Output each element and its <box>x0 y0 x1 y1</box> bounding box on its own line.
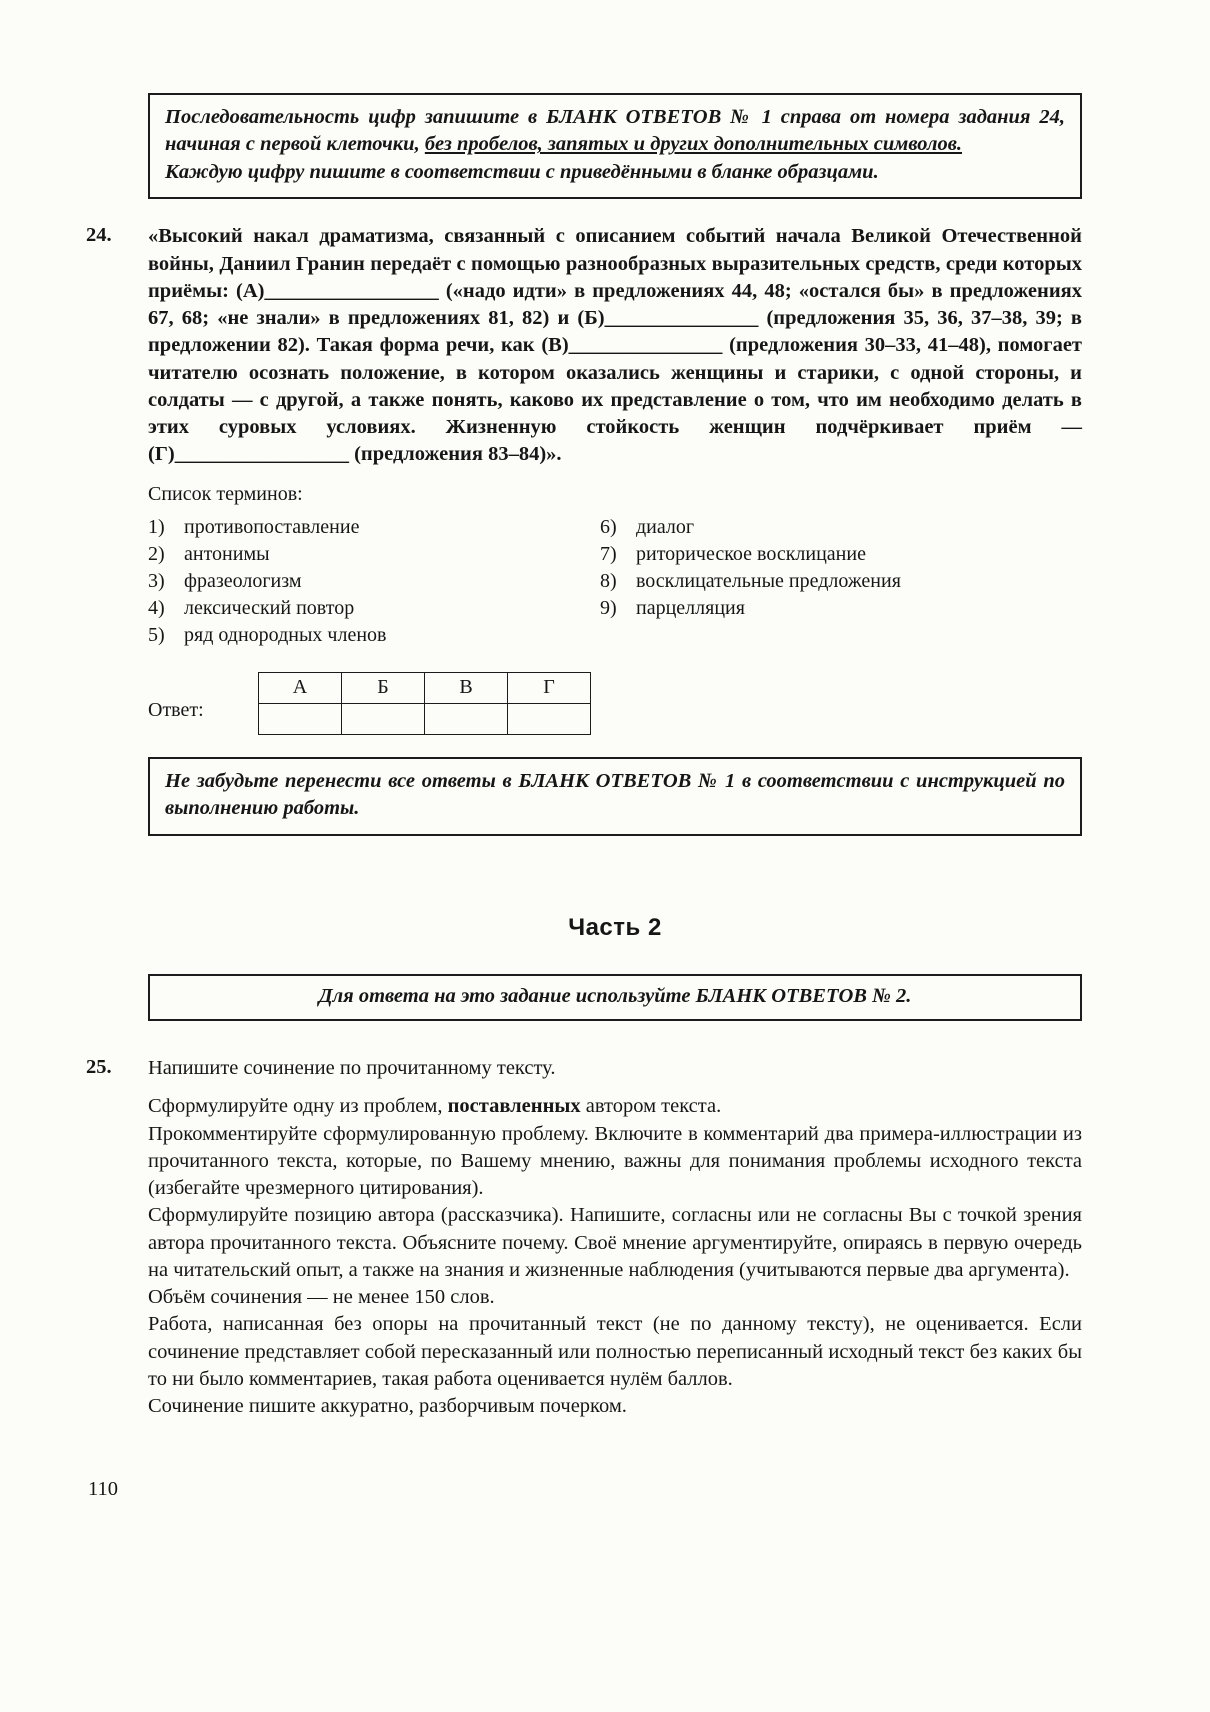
task-25 <box>86 1055 1082 1420</box>
term-item <box>148 514 600 541</box>
terms-column-right <box>600 514 1080 650</box>
answer-grid-input-row <box>259 703 591 734</box>
term-number: 8) <box>600 570 617 593</box>
task-25-number: 25. <box>86 1056 112 1078</box>
instruction-text-line2: Каждую цифру пишите в соответствии с приведёнными в бланке образцами. <box>165 160 879 183</box>
task-24 <box>86 223 1082 734</box>
answer-cell-b <box>342 703 425 734</box>
task-25-paragraph-3: Прокомментируйте сформулированную проблему. Включите в комментарий два примера-иллюстрации из прочитанного текста, которые, по Вашему мнению, важны для понимания проблемы исходного текста (избегайте чрезмерного цитирования). <box>148 1122 1082 1199</box>
answer-section <box>148 672 1082 735</box>
term-number: 1) <box>148 515 165 538</box>
instruction-box-answer-sheet <box>148 93 1082 199</box>
page-number: 110 <box>88 1478 118 1500</box>
terms-list-title: Список терминов: <box>148 482 303 505</box>
task-25-p2-bold: поставленных <box>447 1095 581 1118</box>
term-label: парцелляция <box>636 597 745 620</box>
task-24-text: «Высокий накал драматизма, связанный с описанием событий начала Великой Отечественной войны, Даниил Гранин передаёт с помощью разнообразных выразительных средств, среди которых приёмы: (А)_________________ («надо идти» в предложениях 44, 48; «остался бы» в предложениях 67, 68; «не знали» в предложениях 81, 82) и (Б)_______________ (предложения 35, 36, 37–38, 39; в предложении 82). Такая форма речи, как (В)_______________ (предложения 30–33, 41–48), помогает читателю осознать положение, в котором оказались женщины и старики, с одной стороны, и солдаты — с другой, а также понять, каково их представление о том, что им необходимо делать в этих суровых условиях. Жизненную стойкость женщин подчёркивает приём — (Г)_________________ (предложения 83–84)». <box>148 225 1082 466</box>
term-item <box>148 568 600 595</box>
answer-label: Ответ: <box>148 698 204 721</box>
term-number: 4) <box>148 597 165 620</box>
reminder-text: Не забудьте перенести все ответы в БЛАНК ОТВЕТОВ № 1 в соответствии с инструкцией по выполнению работы. <box>165 769 1065 820</box>
task-25-p2-seg2: автором текста. <box>580 1095 722 1118</box>
term-number: 5) <box>148 624 165 647</box>
term-number: 3) <box>148 570 165 593</box>
term-label: ряд однородных членов <box>184 624 387 647</box>
term-label: восклицательные предложения <box>636 570 901 593</box>
task-24-number: 24. <box>86 224 112 247</box>
answer-grid-header-g: Г <box>508 672 591 703</box>
answer-grid-header-a: А <box>259 672 342 703</box>
task-25-paragraph-6: Работа, написанная без опоры на прочитанный текст (не по данному тексту), не оценивается. Если сочинение представляет собой пересказанный или полностью переписанный исходный текст без каких бы то ни было комментариев, такая работа оценивается нулём баллов. <box>148 1313 1082 1390</box>
term-item <box>600 541 1080 568</box>
term-number: 7) <box>600 542 617 565</box>
part-2-instruction-text: Для ответа на это задание используйте БЛАНК ОТВЕТОВ № 2. <box>318 984 912 1007</box>
term-label: диалог <box>636 515 695 538</box>
reminder-box <box>148 757 1082 836</box>
part-2-instruction-box <box>148 974 1082 1021</box>
term-number: 6) <box>600 515 617 538</box>
term-label: фразеологизм <box>184 570 302 593</box>
terms-list <box>148 514 1082 650</box>
term-number: 9) <box>600 597 617 620</box>
answer-grid-header-b: Б <box>342 672 425 703</box>
instruction-text-underlined: без пробелов, запятых и других дополнительных символов. <box>424 133 963 156</box>
term-item <box>600 595 1080 622</box>
task-25-p2-seg1: Сформулируйте одну из проблем, <box>148 1095 448 1118</box>
task-25-paragraph-7: Сочинение пишите аккуратно, разборчивым почерком. <box>148 1395 627 1417</box>
task-25-paragraph-5: Объём сочинения — не менее 150 слов. <box>148 1286 495 1308</box>
term-label: лексический повтор <box>184 597 355 620</box>
instruction-text <box>165 104 1065 159</box>
term-item <box>600 514 1080 541</box>
answer-grid-header-v: В <box>425 672 508 703</box>
term-number: 2) <box>148 542 165 565</box>
answer-grid-header-row <box>259 672 591 703</box>
instruction-text-normal: Последовательность цифр запишите в БЛАНК ОТВЕТОВ № 1 справа от номера задания 24, начиная с первой клеточки, <box>165 106 1065 156</box>
task-25-paragraph-4: Сформулируйте позицию автора (рассказчика). Напишите, согласны или не согласны Вы с точкой зрения автора прочитанного текста. Объясните почему. Своё мнение аргументируйте, опираясь в первую очередь на читательский опыт, а также на знания и жизненные наблюдения (учитываются первые два аргумента). <box>148 1204 1082 1281</box>
part-2-title: Часть 2 <box>568 913 662 941</box>
terms-column-left <box>148 514 600 650</box>
term-label: антонимы <box>184 542 270 565</box>
term-item <box>148 541 600 568</box>
term-item <box>148 622 600 649</box>
task-25-paragraph-1: Напишите сочинение по прочитанному тексту. <box>148 1057 556 1079</box>
term-label: противопоставление <box>184 515 360 538</box>
answer-grid <box>258 672 591 735</box>
answer-cell-a <box>259 703 342 734</box>
term-item <box>600 568 1080 595</box>
answer-cell-v <box>425 703 508 734</box>
task-25-paragraph-2 <box>148 1093 1082 1120</box>
term-item <box>148 595 600 622</box>
term-label: риторическое восклицание <box>636 542 866 565</box>
answer-cell-g <box>508 703 591 734</box>
